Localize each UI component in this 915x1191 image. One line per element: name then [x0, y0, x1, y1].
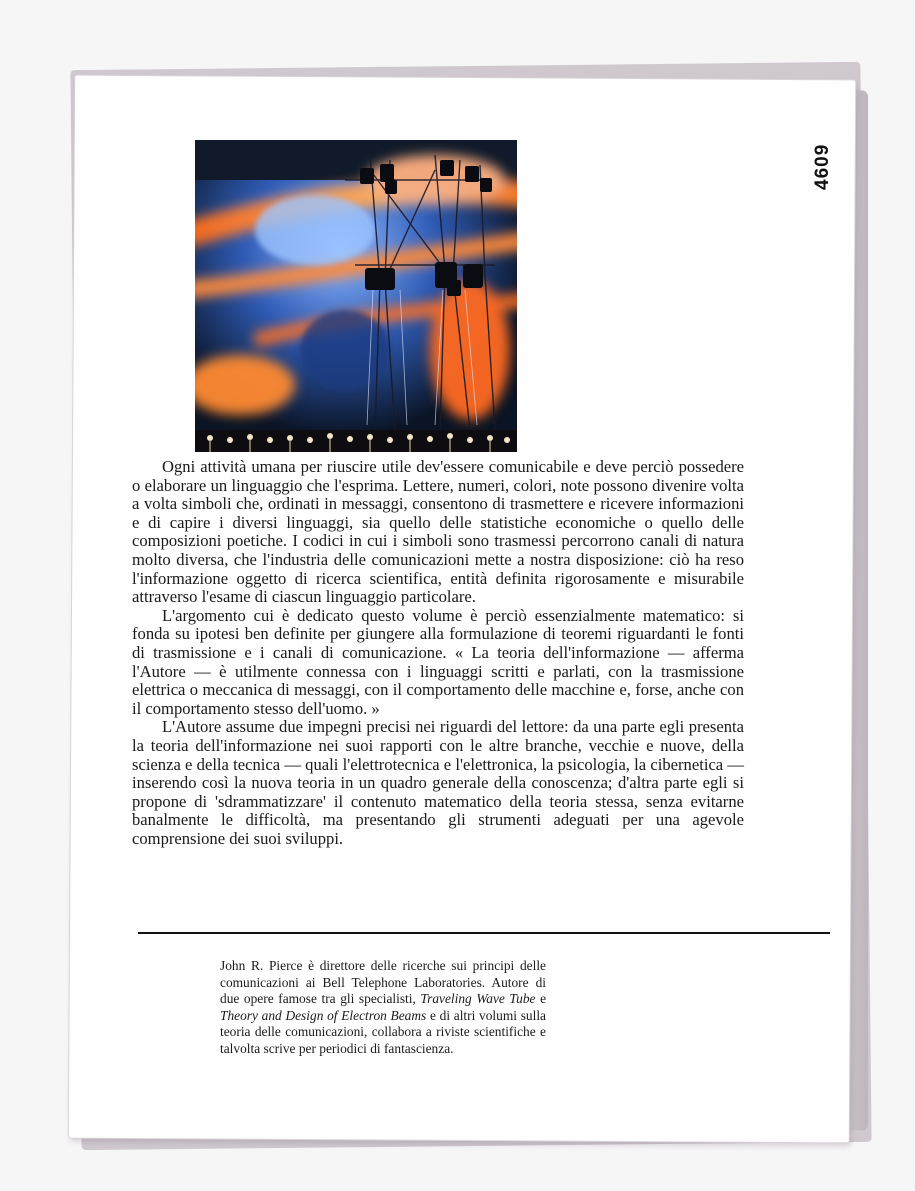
book-title: Traveling Wave Tube: [420, 991, 536, 1007]
book-title: Theory and Design of Electron Beams: [220, 1007, 427, 1023]
catalog-number: 4609: [812, 143, 833, 190]
cover-photo: [195, 140, 517, 452]
circuit-photo-illustration: [195, 140, 517, 452]
paragraph: L'argomento cui è dedicato questo volume è perciò essenzialmente matematico: si fonda su ipotesi ben definite per giungere alla formulazione di teoremi riguardanti le fonti di trasmissione e i canali di comunicazione. « La teoria dell'informazione — afferma l'Autore — è utilmente connessa con i linguaggi scritti e parlati, con la trasmissione elettrica o meccanica di messaggi, con il comportamento delle macchine e, forse, anche con il comportamento stesso dell'uomo. »: [132, 605, 744, 718]
divider-rule: [138, 932, 830, 934]
author-bio: [220, 958, 546, 1058]
author-bio-text: John R. Pierce è direttore delle ricerche sui principi delle comunicazioni ai Bell Telephone Laboratories. Autore di due opere famose tra gli specialisti,: [220, 958, 546, 1007]
description-text: [132, 458, 744, 848]
author-bio-text: e di altri volumi sulla teoria delle comunicazioni, collabora a riviste scientifiche e talvolta scrive per periodici di fantascienza.: [220, 1007, 546, 1056]
paragraph: L'Autore assume due impegni precisi nei riguardi del lettore: da una parte egli presenta la teoria dell'informazione nei suoi rapporti con le altre branche, vecchie e nuove, della scienza e della tecnica — quali l'elettrotecnica e l'elettronica, la psicologia, la cibernetica — inserendo così la nuova teoria in un quadro generale della conoscenza; d'altra parte egli si propone di 'sdrammatizzare' il contenuto matematico della teoria stessa, senza evitarne banalmente le difficoltà, ma presentando gli strumenti adeguati per una agevole comprensione dei suoi sviluppi.: [132, 717, 744, 848]
paragraph: Ogni attività umana per riuscire utile dev'essere comunicabile e deve perciò possedere o elaborare un linguaggio che l'esprima. Lettere, numeri, colori, note possono divenire volta a volta simboli che, ordinati in messaggi, consentono di trasmettere e ricevere informazioni e di capire i diversi linguaggi, sia quello delle statistiche economiche o quello delle composizioni poetiche. I codici in cui i simboli sono trasmessi percorrono canali di natura molto diversa, che l'industria delle comunicazioni mette a nostra disposizione: ciò ha reso l'informazione oggetto di ricerca scientifica, entità definita rigorosamente e misurabile attraverso l'esame di ciascun linguaggio particolare.: [132, 457, 744, 607]
author-bio-text: e: [535, 991, 547, 1007]
